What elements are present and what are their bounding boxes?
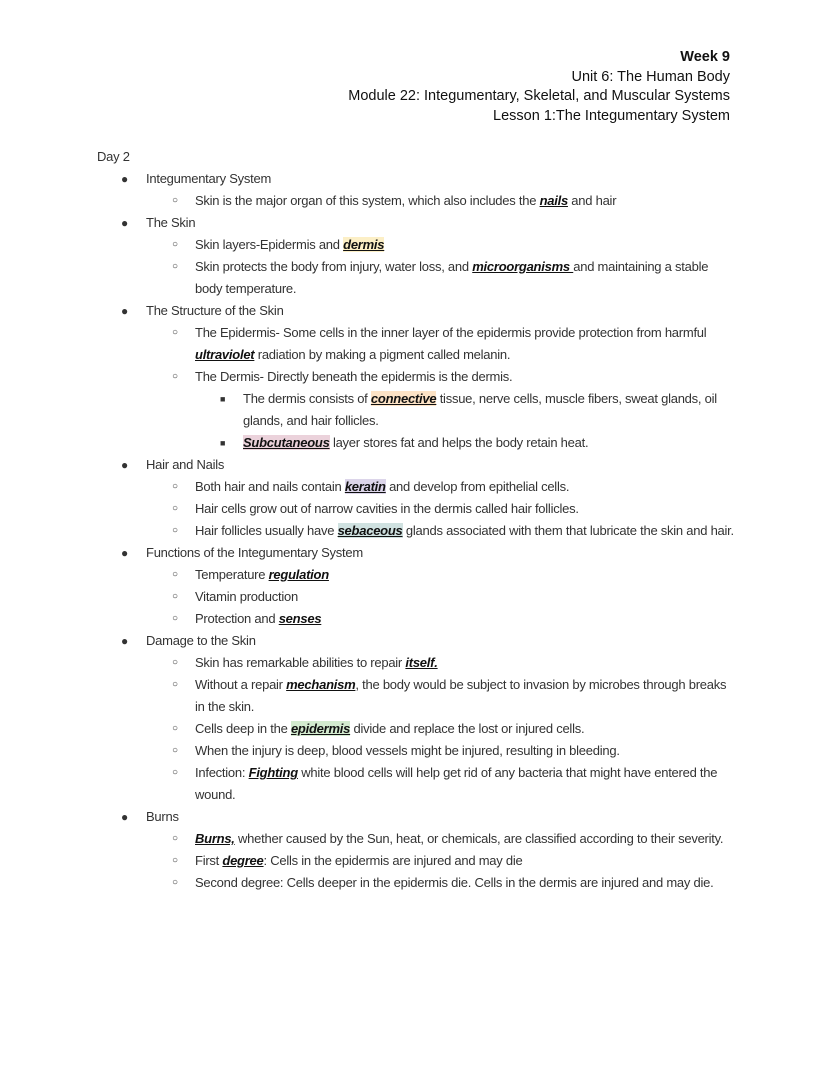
- text-segment: Hair cells grow out of narrow cavities in the dermis called hair follicles.: [195, 501, 579, 516]
- keyword: nails: [539, 193, 568, 208]
- keyword: mechanism: [286, 677, 356, 692]
- circle-bullet-icon: ○: [172, 679, 178, 690]
- notes-body: [97, 146, 737, 894]
- bullet-icon: ●: [121, 304, 128, 318]
- list-item: [97, 564, 735, 586]
- circle-bullet-icon: ○: [172, 745, 178, 756]
- circle-bullet-icon: ○: [172, 525, 178, 536]
- keyword: connective: [370, 391, 437, 406]
- circle-bullet-icon: ○: [172, 877, 178, 888]
- keyword: senses: [278, 611, 322, 626]
- text-segment: Vitamin production: [195, 589, 298, 604]
- square-bullet-icon: ■: [220, 394, 226, 404]
- text-segment: Skin is the major organ of this system, which also includes the: [195, 193, 540, 208]
- text-segment: and develop from epithelial cells.: [385, 479, 570, 494]
- list-item: [97, 828, 735, 850]
- list-item: [97, 300, 737, 322]
- keyword: dermis: [343, 237, 385, 252]
- text-segment: layer stores fat and helps the body retain heat.: [329, 435, 589, 450]
- text-segment: and hair: [567, 193, 617, 208]
- text-segment: Hair follicles usually have: [195, 523, 338, 538]
- circle-bullet-icon: ○: [172, 569, 178, 580]
- keyword: sebaceous: [337, 523, 403, 538]
- bullet-icon: ●: [121, 810, 128, 824]
- text-segment: tissue, nerve cells, muscle fibers, sweat glands, oil glands, and hair follicles.: [243, 391, 717, 428]
- list-item: [97, 212, 737, 234]
- list-item: [97, 674, 735, 718]
- text-segment: and maintaining a stable body temperature.: [195, 259, 709, 296]
- circle-bullet-icon: ○: [172, 657, 178, 668]
- list-item: [97, 542, 737, 564]
- text-segment: Skin layers-Epidermis and: [195, 237, 344, 252]
- list-item: [97, 322, 735, 366]
- list-item: [97, 740, 735, 762]
- text-segment: Skin protects the body from injury, water loss, and: [195, 259, 473, 274]
- list-item: [97, 850, 735, 872]
- text-segment: white blood cells will help get rid of any bacteria that might have entered the wound.: [195, 765, 718, 802]
- text-segment: Protection and: [195, 611, 279, 626]
- circle-bullet-icon: ○: [172, 503, 178, 514]
- text-segment: The dermis consists of: [243, 391, 371, 406]
- circle-bullet-icon: ○: [172, 239, 178, 250]
- text-segment: Infection:: [195, 765, 249, 780]
- list-item: [97, 234, 735, 256]
- day-label: Day 2: [97, 149, 130, 164]
- list-item: [97, 454, 737, 476]
- week-title: Week 9: [680, 49, 730, 65]
- text-segment: Functions of the Integumentary System: [146, 545, 363, 560]
- text-segment: Both hair and nails contain: [195, 479, 345, 494]
- text-segment: whether caused by the Sun, heat, or chemicals, are classified according to their severity.: [234, 831, 724, 846]
- list-item: [97, 586, 735, 608]
- circle-bullet-icon: ○: [172, 833, 178, 844]
- list-item: [97, 806, 737, 828]
- text-segment: The Epidermis- Some cells in the inner layer of the epidermis provide protection from harmful: [195, 325, 707, 340]
- text-segment: The Dermis- Directly beneath the epidermis is the dermis.: [195, 369, 513, 384]
- document-header: [348, 48, 730, 126]
- circle-bullet-icon: ○: [172, 855, 178, 866]
- list-item: [97, 168, 737, 190]
- text-segment: Second degree: Cells deeper in the epidermis die. Cells in the dermis are injured and may die.: [195, 875, 714, 890]
- text-segment: Burns: [146, 809, 179, 824]
- circle-bullet-icon: ○: [172, 371, 178, 382]
- keyword: epidermis: [290, 721, 351, 736]
- circle-bullet-icon: ○: [172, 481, 178, 492]
- circle-bullet-icon: ○: [172, 591, 178, 602]
- circle-bullet-icon: ○: [172, 723, 178, 734]
- list-item: [97, 630, 737, 652]
- text-segment: : Cells in the epidermis are injured and may die: [263, 853, 523, 868]
- circle-bullet-icon: ○: [172, 261, 178, 272]
- list-item: [97, 476, 735, 498]
- circle-bullet-icon: ○: [172, 327, 178, 338]
- keyword: ultraviolet: [195, 347, 255, 362]
- text-segment: , the body would be subject to invasion by microbes through breaks in the skin.: [195, 677, 727, 714]
- list-item: [97, 498, 735, 520]
- bullet-icon: ●: [121, 458, 128, 472]
- keyword: microorganisms: [472, 259, 574, 274]
- list-item: [97, 872, 735, 894]
- keyword: regulation: [268, 567, 329, 582]
- list-item: [97, 762, 735, 806]
- text-segment: Integumentary System: [146, 171, 272, 186]
- keyword: degree: [222, 853, 264, 868]
- circle-bullet-icon: ○: [172, 195, 178, 206]
- lesson-title: Lesson 1:The Integumentary System: [493, 107, 730, 124]
- text-segment: Skin has remarkable abilities to repair: [195, 655, 406, 670]
- text-segment: The Skin: [146, 215, 196, 230]
- list-item: [97, 718, 735, 740]
- keyword: Fighting: [248, 765, 298, 780]
- text-segment: divide and replace the lost or injured cells.: [350, 721, 585, 736]
- unit-title: Unit 6: The Human Body: [571, 68, 730, 85]
- text-segment: Without a repair: [195, 677, 287, 692]
- circle-bullet-icon: ○: [172, 613, 178, 624]
- list-item: [97, 388, 735, 432]
- list-item: [97, 190, 735, 212]
- text-segment: radiation by making a pigment called melanin.: [254, 347, 511, 362]
- list-item: [97, 608, 735, 630]
- text-segment: Hair and Nails: [146, 457, 225, 472]
- circle-bullet-icon: ○: [172, 767, 178, 778]
- text-segment: The Structure of the Skin: [146, 303, 284, 318]
- text-segment: Temperature: [195, 567, 269, 582]
- keyword: Burns,: [195, 831, 235, 846]
- text-segment: First: [195, 853, 223, 868]
- bullet-icon: ●: [121, 546, 128, 560]
- list-item: [97, 652, 735, 674]
- keyword: Subcutaneous: [243, 435, 330, 450]
- bullet-icon: ●: [121, 634, 128, 648]
- square-bullet-icon: ■: [220, 438, 226, 448]
- module-title: Module 22: Integumentary, Skeletal, and Muscular Systems: [348, 88, 730, 104]
- keyword: itself.: [405, 655, 438, 670]
- bullet-icon: ●: [121, 172, 128, 186]
- text-segment: When the injury is deep, blood vessels might be injured, resulting in bleeding.: [195, 743, 620, 758]
- keyword: keratin: [344, 479, 386, 494]
- list-item: [97, 520, 735, 542]
- text-segment: Damage to the Skin: [146, 633, 256, 648]
- bullet-icon: ●: [121, 216, 128, 230]
- text-segment: glands associated with them that lubricate the skin and hair.: [402, 523, 734, 538]
- text-segment: Cells deep in the: [195, 721, 291, 736]
- list-item: [97, 432, 735, 454]
- list-item: [97, 256, 735, 300]
- list-item: [97, 366, 735, 388]
